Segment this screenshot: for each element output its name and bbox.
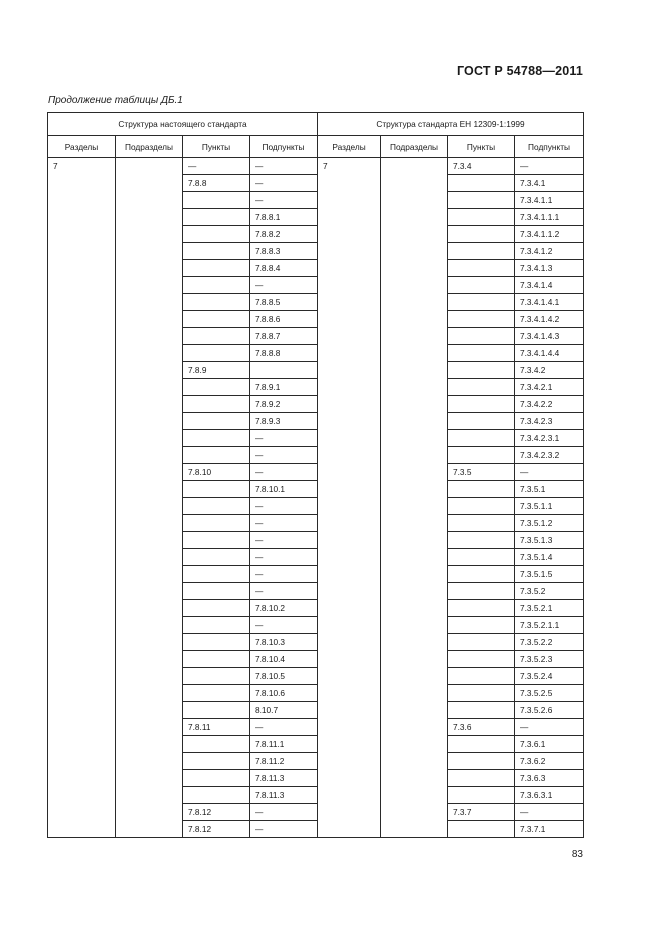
left-subclause-cell: 7.8.9.2 [250,396,318,413]
right-subclause-cell: 7.3.5.2.3 [515,651,584,668]
left-clause-cell [183,617,250,634]
left-clause-cell [183,634,250,651]
right-subclause-cell: 7.3.5.2.5 [515,685,584,702]
right-clause-cell [448,277,515,294]
right-subclause-cell: 7.3.5.2.2 [515,634,584,651]
right-subclause-cell: 7.3.6.3 [515,770,584,787]
right-subclause-cell: 7.3.4.1.2 [515,243,584,260]
right-clause-cell [448,328,515,345]
left-subclause-cell: 7.8.10.6 [250,685,318,702]
left-subclause-cell: — [250,192,318,209]
left-clause-cell: 7.8.9 [183,362,250,379]
right-clause-cell [448,617,515,634]
right-clause-cell [448,583,515,600]
group-header-row [48,113,584,136]
left-subclause-cell: — [250,566,318,583]
left-subclause-cell: — [250,447,318,464]
right-subclause-cell: 7.3.6.3.1 [515,787,584,804]
left-subclause-cell: 7.8.8.2 [250,226,318,243]
table-body [48,158,584,838]
right-subclause-cell: 7.3.5.2.1.1 [515,617,584,634]
left-subclause-cell: 7.8.8.5 [250,294,318,311]
column-header: Подпункты [515,136,584,158]
left-subclause-cell: 7.8.10.3 [250,634,318,651]
left-subclause-cell: 7.8.9.1 [250,379,318,396]
right-subclause-cell: — [515,464,584,481]
left-subclause-cell: 7.8.8.6 [250,311,318,328]
left-clause-cell [183,515,250,532]
left-subclause-cell: 7.8.10.2 [250,600,318,617]
right-subclause-cell: 7.3.4.1.4.1 [515,294,584,311]
left-subclause-cell: 7.8.11.3 [250,787,318,804]
left-clause-cell [183,260,250,277]
right-subclause-cell: 7.3.6.2 [515,753,584,770]
left-clause-cell [183,413,250,430]
right-subclause-cell: 7.3.5.2.1 [515,600,584,617]
right-clause-cell [448,345,515,362]
left-subsection-cell [116,158,183,838]
right-subclause-cell: 7.3.4.1.4 [515,277,584,294]
table-caption: Продолжение таблицы ДБ.1 [48,95,183,106]
left-clause-cell: 7.8.12 [183,804,250,821]
left-clause-cell: 7.8.8 [183,175,250,192]
right-subclause-cell: 7.3.5.1.3 [515,532,584,549]
left-subclause-cell: 7.8.8.8 [250,345,318,362]
right-clause-cell [448,192,515,209]
column-header: Подразделы [116,136,183,158]
right-section-cell: 7 [318,158,381,838]
right-subclause-cell: 7.3.4.1.4.4 [515,345,584,362]
left-subclause-cell: 8.10.7 [250,702,318,719]
structure-comparison-table [47,112,584,838]
left-subclause-cell: — [250,430,318,447]
left-subclause-cell: 7.8.11.1 [250,736,318,753]
left-subclause-cell: — [250,583,318,600]
left-subclause-cell: 7.8.10.5 [250,668,318,685]
right-subclause-cell: 7.3.4.2 [515,362,584,379]
right-clause-cell [448,549,515,566]
right-clause-cell [448,532,515,549]
right-clause-cell [448,311,515,328]
right-subclause-cell: 7.3.5.1.1 [515,498,584,515]
right-clause-cell [448,447,515,464]
left-clause-cell [183,583,250,600]
left-subclause-cell: — [250,617,318,634]
left-clause-cell [183,328,250,345]
right-subclause-cell: 7.3.4.1.4.3 [515,328,584,345]
table-row [48,158,584,175]
left-clause-cell [183,379,250,396]
right-clause-cell [448,736,515,753]
right-subclause-cell: — [515,719,584,736]
right-clause-cell [448,753,515,770]
right-subclause-cell: 7.3.4.1.1.1 [515,209,584,226]
left-subclause-cell: — [250,719,318,736]
left-clause-cell [183,651,250,668]
right-subclause-cell: 7.3.5.2 [515,583,584,600]
right-subclause-cell: 7.3.4.1 [515,175,584,192]
right-subclause-cell: 7.3.5.2.4 [515,668,584,685]
left-clause-cell [183,770,250,787]
right-subclause-cell: 7.3.4.1.4.2 [515,311,584,328]
right-subclause-cell: — [515,158,584,175]
left-clause-cell [183,736,250,753]
left-clause-cell [183,311,250,328]
left-clause-cell [183,549,250,566]
right-clause-cell [448,787,515,804]
left-subclause-cell: — [250,464,318,481]
right-clause-cell [448,209,515,226]
right-subclause-cell: 7.3.4.2.1 [515,379,584,396]
left-subclause-cell: 7.8.10.4 [250,651,318,668]
column-header: Разделы [48,136,116,158]
right-subclause-cell: 7.3.5.1.5 [515,566,584,583]
left-subclause-cell: — [250,532,318,549]
column-header: Разделы [318,136,381,158]
right-clause-cell [448,362,515,379]
column-header-row [48,136,584,158]
right-subclause-cell: 7.3.5.1.4 [515,549,584,566]
right-clause-cell [448,226,515,243]
column-header: Подразделы [381,136,448,158]
right-clause-cell: 7.3.4 [448,158,515,175]
left-subclause-cell: — [250,175,318,192]
group-header-en-standard: Структура стандарта ЕН 12309-1:1999 [318,113,584,136]
left-subclause-cell: 7.8.8.3 [250,243,318,260]
right-clause-cell [448,600,515,617]
left-clause-cell: — [183,158,250,175]
left-clause-cell [183,787,250,804]
right-clause-cell [448,175,515,192]
right-clause-cell [448,566,515,583]
right-subclause-cell: 7.3.4.1.1 [515,192,584,209]
right-subclause-cell: 7.3.4.2.2 [515,396,584,413]
page-number: 83 [571,849,583,860]
left-subclause-cell: — [250,804,318,821]
right-subclause-cell: 7.3.4.2.3.1 [515,430,584,447]
left-clause-cell [183,668,250,685]
column-header: Подпункты [250,136,318,158]
document-title: ГОСТ Р 54788—2011 [456,64,583,78]
left-subclause-cell: 7.8.9.3 [250,413,318,430]
left-clause-cell: 7.8.12 [183,821,250,838]
right-clause-cell [448,413,515,430]
column-header: Пункты [448,136,515,158]
left-subclause-cell: — [250,821,318,838]
left-clause-cell: 7.8.11 [183,719,250,736]
left-clause-cell [183,209,250,226]
right-subclause-cell: 7.3.7.1 [515,821,584,838]
left-clause-cell [183,447,250,464]
right-subsection-cell [381,158,448,838]
left-subclause-cell: 7.8.11.3 [250,770,318,787]
left-clause-cell [183,345,250,362]
left-clause-cell: 7.8.10 [183,464,250,481]
left-subclause-cell: — [250,498,318,515]
right-clause-cell [448,294,515,311]
left-clause-cell [183,277,250,294]
left-clause-cell [183,685,250,702]
column-header: Пункты [183,136,250,158]
right-subclause-cell: 7.3.4.1.3 [515,260,584,277]
left-subclause-cell: 7.8.8.4 [250,260,318,277]
left-clause-cell [183,396,250,413]
left-subclause-cell: — [250,158,318,175]
left-subclause-cell [250,362,318,379]
right-clause-cell [448,685,515,702]
right-clause-cell [448,821,515,838]
right-subclause-cell: 7.3.6.1 [515,736,584,753]
right-clause-cell [448,481,515,498]
left-subclause-cell: — [250,277,318,294]
left-subclause-cell: 7.8.11.2 [250,753,318,770]
left-clause-cell [183,243,250,260]
right-subclause-cell: 7.3.5.2.6 [515,702,584,719]
right-clause-cell [448,651,515,668]
left-section-cell: 7 [48,158,116,838]
right-clause-cell [448,243,515,260]
right-clause-cell [448,379,515,396]
left-clause-cell [183,430,250,447]
right-clause-cell [448,668,515,685]
group-header-this-standard: Структура настоящего стандарта [48,113,318,136]
right-clause-cell [448,634,515,651]
left-clause-cell [183,481,250,498]
right-clause-cell: 7.3.5 [448,464,515,481]
right-clause-cell: 7.3.6 [448,719,515,736]
left-clause-cell [183,294,250,311]
right-subclause-cell: 7.3.5.1.2 [515,515,584,532]
left-clause-cell [183,753,250,770]
left-clause-cell [183,566,250,583]
right-subclause-cell: 7.3.4.2.3.2 [515,447,584,464]
left-subclause-cell: — [250,549,318,566]
left-subclause-cell: 7.8.8.7 [250,328,318,345]
right-clause-cell [448,396,515,413]
right-subclause-cell: — [515,804,584,821]
left-clause-cell [183,600,250,617]
right-clause-cell [448,515,515,532]
right-subclause-cell: 7.3.5.1 [515,481,584,498]
right-clause-cell [448,702,515,719]
left-subclause-cell: 7.8.10.1 [250,481,318,498]
left-clause-cell [183,226,250,243]
right-clause-cell [448,770,515,787]
right-clause-cell: 7.3.7 [448,804,515,821]
right-subclause-cell: 7.3.4.1.1.2 [515,226,584,243]
left-subclause-cell: — [250,515,318,532]
left-clause-cell [183,702,250,719]
left-clause-cell [183,498,250,515]
left-subclause-cell: 7.8.8.1 [250,209,318,226]
right-clause-cell [448,430,515,447]
right-subclause-cell: 7.3.4.2.3 [515,413,584,430]
right-clause-cell [448,498,515,515]
left-clause-cell [183,532,250,549]
right-clause-cell [448,260,515,277]
left-clause-cell [183,192,250,209]
